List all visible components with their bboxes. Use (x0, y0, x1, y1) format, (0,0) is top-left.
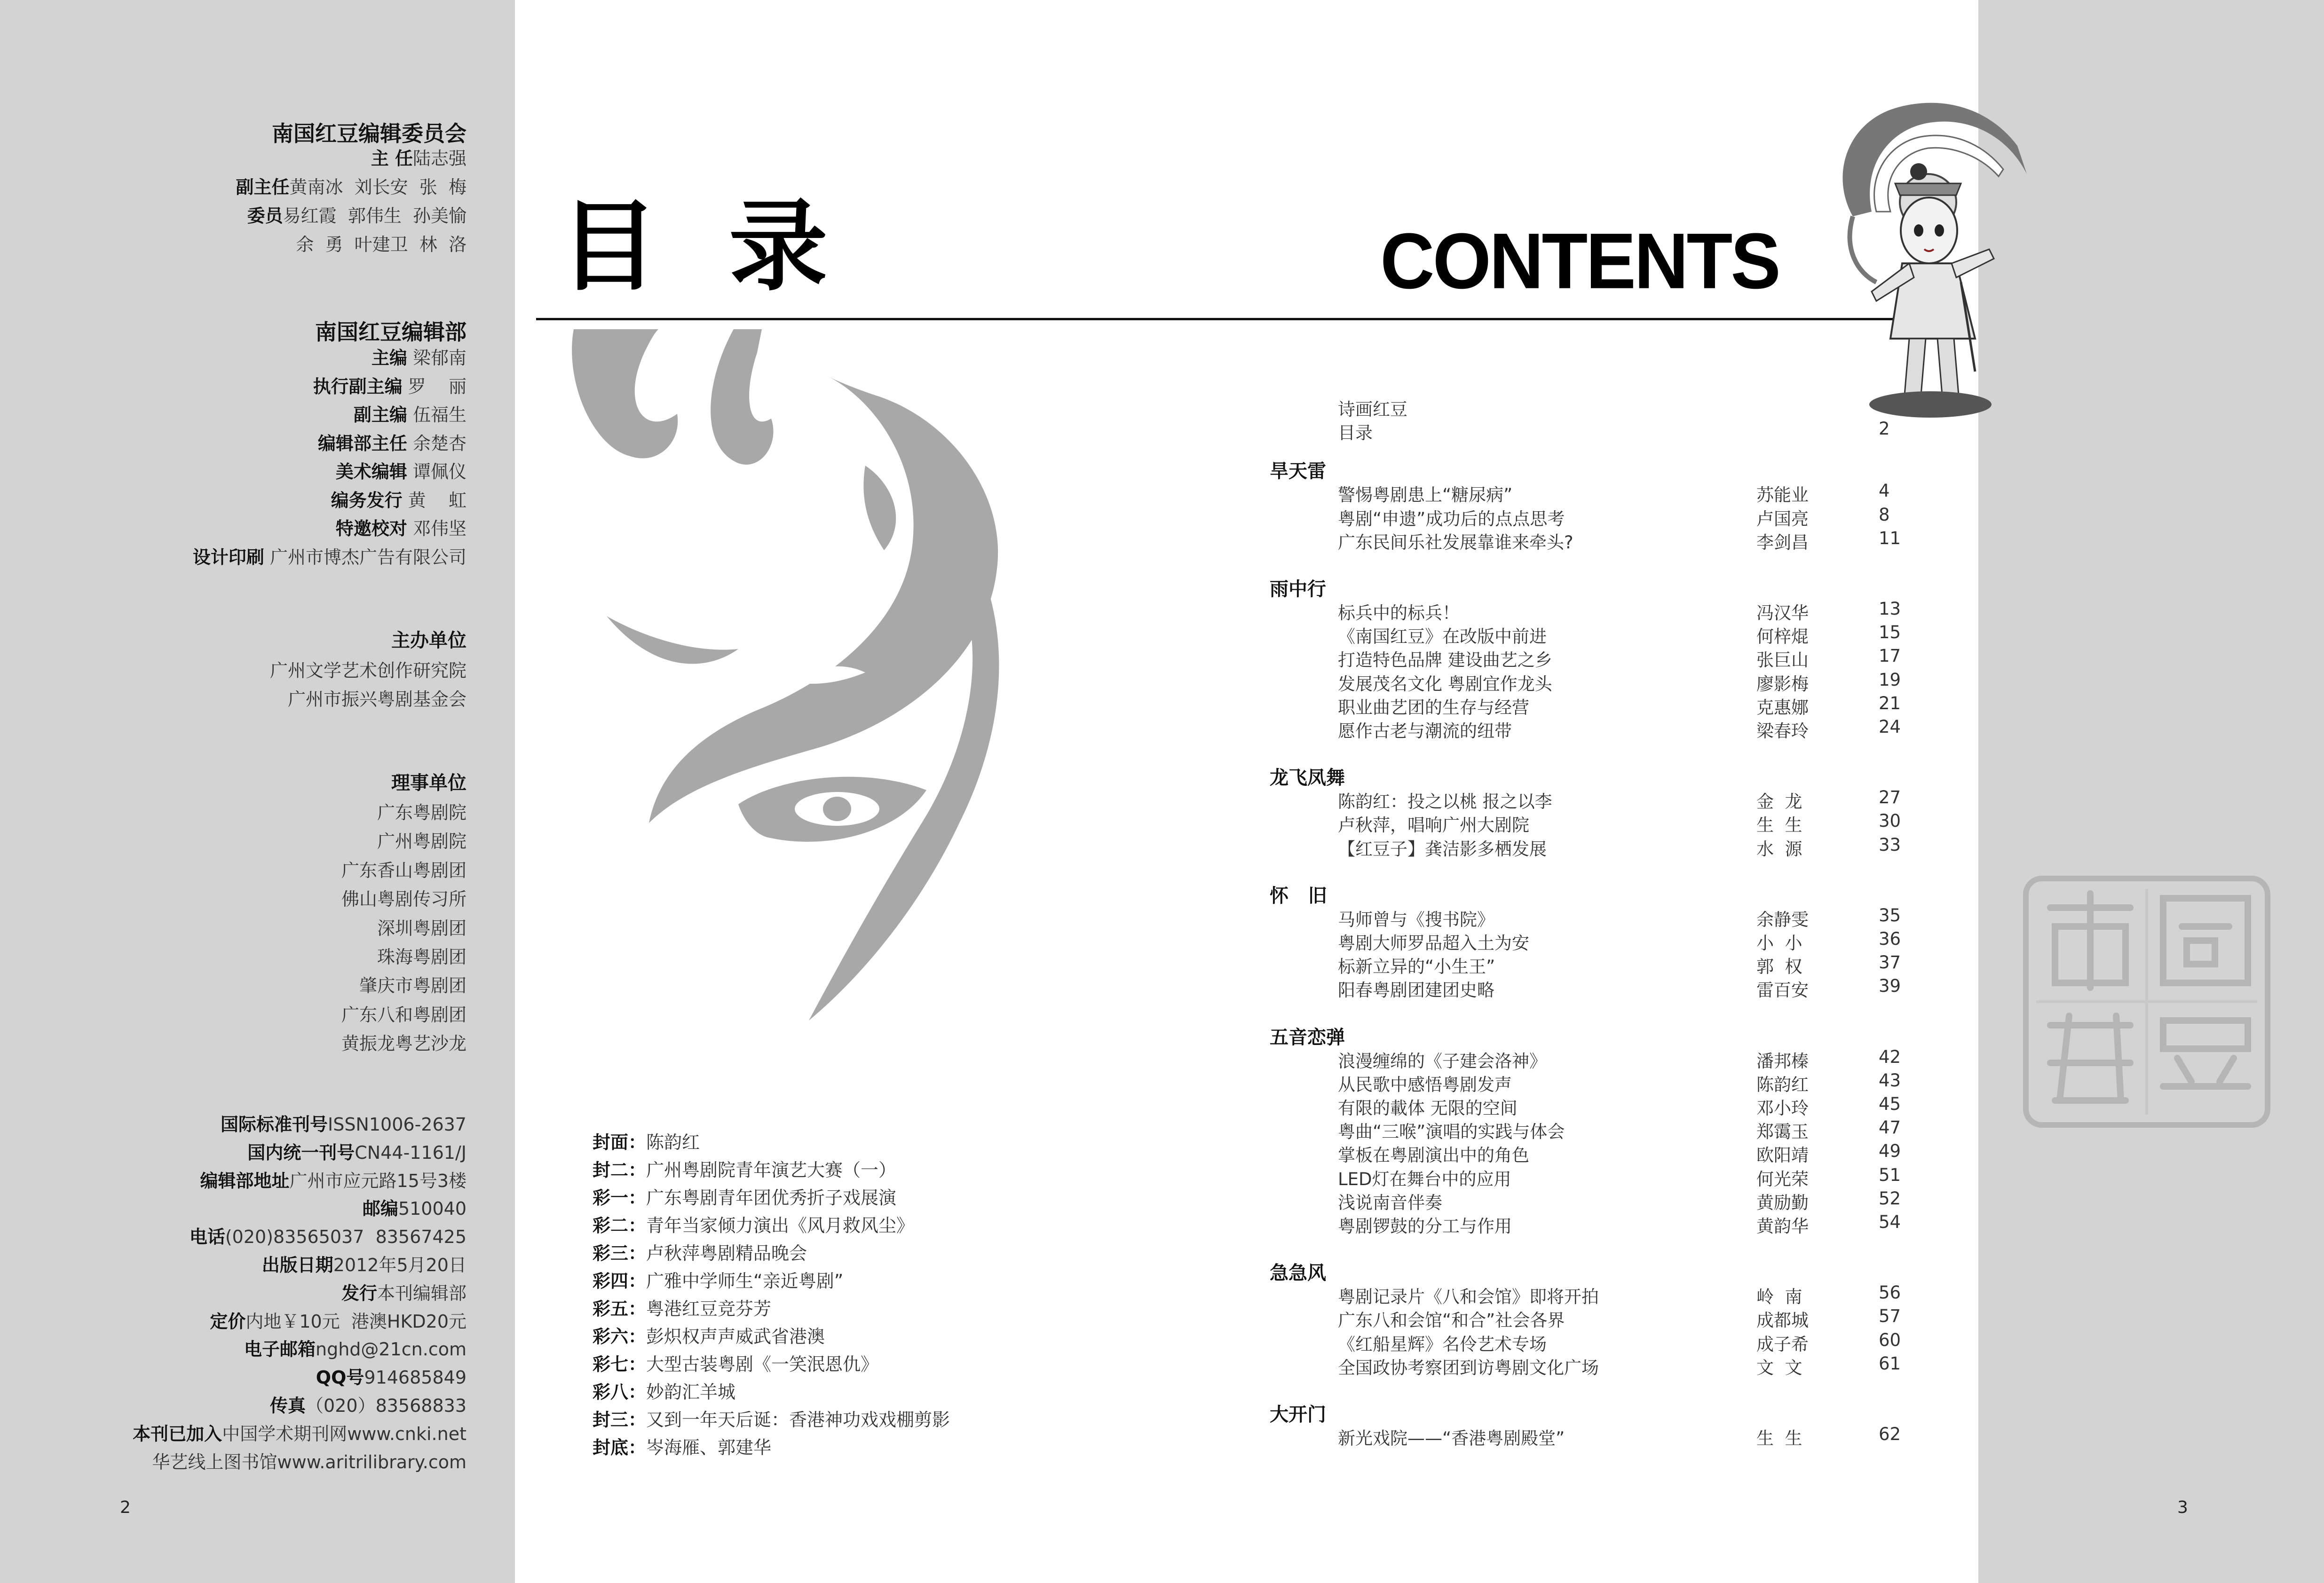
masthead-names: 余 勇 叶建卫 林 洛 (296, 234, 466, 255)
committee-row (371, 144, 466, 170)
toc-entry-author: 卢国亮 (1756, 508, 1809, 529)
masthead-role: QQ号 (316, 1367, 364, 1388)
council-item: 广东粤剧院 (377, 802, 466, 823)
masthead-names: 华艺线上图书馆www.aritrilibrary.com (152, 1451, 466, 1472)
masthead-role: 本刊已加入 (133, 1423, 222, 1444)
toc-entry-author: 廖影梅 (1756, 673, 1809, 694)
council-item: 黄振龙粤艺沙龙 (341, 1033, 466, 1054)
publication-info-row (341, 1279, 466, 1305)
toc-entry-page: 17 (1879, 646, 1901, 666)
page-number-right: 3 (2177, 1498, 2188, 1517)
toc-entry-author: 邓小玲 (1756, 1098, 1809, 1118)
toc-entry-author: 欧阳靖 (1756, 1145, 1809, 1166)
masthead-role: 国内统一刊号 (247, 1142, 355, 1163)
masthead-role: 设计印刷 (192, 546, 264, 568)
masthead-names: 广州市博杰广告有限公司 (264, 546, 466, 568)
masthead-role: 发行 (341, 1282, 377, 1304)
toc-entry-page: 51 (1879, 1164, 1901, 1185)
council-item: 广东八和粤剧团 (341, 1004, 466, 1025)
masthead-role: 主编 (371, 348, 407, 368)
masthead-names: 谭佩仪 (407, 461, 466, 482)
toc-entry-author: 金 龙 (1756, 792, 1802, 812)
dept-row (331, 486, 466, 512)
masthead-names: nghd@21cn.com (316, 1339, 466, 1360)
toc-section-heading: 大开门 (1270, 1403, 1326, 1425)
toc-entry-author: 黄韵华 (1756, 1216, 1809, 1236)
toc-entry-title: 《红船星辉》名伶艺术专场 (1338, 1334, 1547, 1354)
caption-label: 彩三： (593, 1243, 647, 1264)
toc-entry-author: 何光荣 (1756, 1169, 1809, 1189)
caption-text: 青年当家倾力演出《风月救风尘》 (646, 1215, 915, 1236)
toc-entry-title: 广东民间乐社发展靠谁来牵头? (1338, 532, 1573, 553)
cover-caption (593, 1322, 825, 1348)
masthead-role: 电话 (189, 1227, 225, 1248)
page-number-left: 2 (120, 1498, 131, 1517)
toc-section-heading: 龙飞凤舞 (1270, 767, 1345, 789)
caption-label: 彩五： (593, 1298, 647, 1319)
dept-row (313, 372, 466, 398)
masthead-role: 定价 (210, 1311, 246, 1332)
caption-label: 封面： (593, 1132, 647, 1153)
toc-entry-title: 愿作古老与潮流的纽带 (1338, 721, 1512, 741)
toc-entry-author: 李剑昌 (1756, 532, 1809, 553)
toc-entry-title: 有限的載体 无限的空间 (1338, 1098, 1518, 1118)
toc-entry-title: 职业曲艺团的生存与经营 (1338, 697, 1529, 718)
caption-text: 粤港红豆竞芬芳 (646, 1298, 772, 1319)
caption-label: 彩六： (593, 1326, 647, 1347)
council-item: 珠海粤剧团 (377, 947, 466, 967)
cover-caption (593, 1433, 771, 1459)
toc-entry-author: 岭 南 (1756, 1287, 1802, 1307)
toc-entry-page: 2 (1879, 419, 1890, 439)
masthead-names: 伍福生 (407, 404, 466, 425)
toc-entry-title: 掌板在粤剧演出中的角色 (1338, 1145, 1529, 1166)
toc-entry-page: 49 (1879, 1141, 1901, 1162)
committee-row (236, 173, 467, 198)
toc-entry-title: 粤剧大师罗品超入土为安 (1338, 933, 1529, 953)
cover-caption (593, 1183, 896, 1209)
council-item: 深圳粤剧团 (377, 918, 466, 939)
publication-info-row (244, 1335, 466, 1361)
committee-row (247, 201, 466, 227)
toc-entry-page: 21 (1879, 693, 1901, 713)
masthead-role: 传真 (270, 1395, 306, 1416)
page-title-english: CONTENTS (1380, 216, 1779, 305)
toc-section-heading: 旱天雷 (1270, 460, 1326, 483)
publication-info-row (270, 1391, 466, 1417)
toc-entry-page: 33 (1879, 834, 1901, 855)
toc-entry-page: 27 (1879, 787, 1901, 808)
toc-entry-page: 24 (1879, 717, 1901, 737)
toc-entry-title: 阳春粤剧团建团史略 (1338, 980, 1494, 1001)
nanguo-hongdou-seal (2022, 875, 2271, 1129)
cover-caption (593, 1294, 771, 1320)
masthead-role: 出版日期 (261, 1255, 333, 1275)
masthead-role: 编辑部地址 (200, 1170, 290, 1191)
caption-text: 大型古装粤剧《一笑泯恩仇》 (646, 1354, 879, 1375)
toc-entry-page: 42 (1879, 1046, 1901, 1067)
cover-caption (593, 1211, 914, 1237)
toc-entry-author: 水 源 (1756, 839, 1802, 859)
masthead-names: 梁郁南 (407, 348, 466, 368)
toc-entry-title: 目录 (1338, 423, 1373, 443)
masthead-names: 黄 虹 (402, 490, 466, 511)
toc-entry-title: 粤曲“三喉”演唱的实践与体会 (1338, 1122, 1565, 1142)
masthead-names: 罗 丽 (402, 376, 466, 397)
sponsor-item: 广州文学艺术创作研究院 (269, 660, 466, 681)
publication-info-row (152, 1448, 466, 1473)
caption-label: 彩四： (593, 1271, 647, 1291)
publication-info-row (210, 1307, 466, 1333)
toc-entry-author: 小 小 (1756, 933, 1802, 953)
toc-entry-author: 余静雯 (1756, 909, 1809, 930)
toc-entry-title: 粤剧记录片《八和会馆》即将开拍 (1338, 1287, 1599, 1307)
masthead-role: 电子邮箱 (244, 1339, 316, 1360)
toc-entry-title: 广东八和会馆“和合”社会各界 (1338, 1310, 1565, 1331)
toc-entry-author: 文 文 (1756, 1357, 1802, 1378)
toc-section-heading: 怀 旧 (1270, 884, 1327, 907)
toc-entry-title: 标新立异的“小生王” (1338, 957, 1495, 977)
toc-entry-author: 黄励勤 (1756, 1192, 1809, 1213)
toc-entry-title: 全国政协考察团到访粤剧文化广场 (1338, 1357, 1599, 1378)
toc-entry-author: 郑霭玉 (1756, 1122, 1809, 1142)
masthead-names: 2012年5月20日 (333, 1255, 466, 1275)
toc-entry-page: 39 (1879, 976, 1901, 997)
cover-caption (593, 1239, 807, 1265)
masthead-role: 邮编 (362, 1198, 398, 1219)
council-item: 佛山粤剧传习所 (341, 889, 466, 910)
toc-entry-author: 成都城 (1756, 1310, 1809, 1331)
caption-text: 岑海雁、郭建华 (646, 1437, 772, 1458)
toc-entry-page: 4 (1879, 481, 1890, 501)
caption-text: 妙韵汇羊城 (646, 1382, 736, 1402)
toc-entry-title: 新光戏院——“香港粤剧殿堂” (1338, 1428, 1565, 1448)
toc-entry-title: 警惕粤剧患上“糖尿病” (1338, 485, 1513, 506)
dept-row (336, 457, 466, 483)
toc-entry-page: 36 (1879, 929, 1901, 949)
toc-entry-title: 卢秋萍，唱响广州大剧院 (1338, 815, 1529, 836)
toc-entry-author: 梁春玲 (1756, 721, 1809, 741)
publication-info-row (200, 1166, 466, 1192)
masthead-names: （020）83568833 (306, 1395, 466, 1416)
dept-row (354, 400, 466, 426)
header-rule (536, 318, 1956, 320)
masthead-names: 广州市应元路15号3楼 (289, 1170, 466, 1191)
publication-info-row (316, 1363, 466, 1389)
toc-entry-title: 粤剧“申遗”成功后的点点思考 (1338, 508, 1565, 529)
toc-entry-title: LED灯在舞台中的应用 (1338, 1169, 1511, 1189)
council-item: 肇庆市粤剧团 (359, 975, 466, 997)
masthead-names: 易红霞 郭伟生 孙美愉 (283, 206, 466, 226)
caption-text: 彭炽权声声威武省港澳 (646, 1326, 825, 1347)
toc-entry-page: 60 (1879, 1330, 1901, 1350)
cover-caption (593, 1266, 843, 1292)
council-title: 理事单位 (391, 772, 466, 794)
caption-label: 彩七： (593, 1354, 647, 1375)
cover-caption (593, 1377, 735, 1403)
council-item: 广东香山粤剧团 (341, 860, 466, 881)
masthead-names: 陆志强 (412, 148, 466, 169)
toc-entry-author: 郭 权 (1756, 957, 1802, 977)
toc-entry-title: 浅说南音伴奏 (1338, 1192, 1442, 1213)
toc-entry-author: 何梓焜 (1756, 626, 1809, 647)
caption-text: 又到一年天后诞：香港神功戏戏棚剪影 (646, 1409, 950, 1430)
publication-info-row (221, 1110, 466, 1136)
publication-info-row (190, 1222, 466, 1248)
toc-entry-page: 35 (1879, 905, 1901, 926)
opera-character-illustration (1820, 94, 2046, 423)
caption-label: 封底： (593, 1437, 647, 1458)
committee-row (296, 230, 466, 256)
page-title-chinese: 目录 (560, 189, 899, 304)
masthead-names: (020)83565037 83567425 (225, 1227, 466, 1248)
toc-entry-page: 62 (1879, 1424, 1901, 1444)
toc-entry-page: 37 (1879, 952, 1901, 973)
toc-entry-title: 马师曾与《搜书院》 (1338, 909, 1494, 930)
toc-entry-page: 47 (1879, 1117, 1901, 1138)
caption-text: 陈韵红 (646, 1132, 700, 1153)
toc-entry-page: 13 (1879, 599, 1901, 619)
caption-label: 彩二： (593, 1215, 647, 1236)
masthead-names: 余楚杏 (407, 433, 466, 454)
masthead-role: 国际标准刊号 (220, 1114, 328, 1135)
toc-entry-author: 雷百安 (1756, 980, 1809, 1001)
committee-title: 南国红豆编辑委员会 (272, 121, 466, 146)
toc-section-heading: 急急风 (1270, 1262, 1326, 1284)
masthead-role: 编务发行 (331, 490, 403, 511)
toc-entry-title: 陈韵红：投之以桃 报之以李 (1338, 792, 1552, 812)
caption-text: 广州粤剧院青年演艺大赛（一） (646, 1160, 897, 1180)
masthead-names: ISSN1006-2637 (327, 1114, 466, 1135)
toc-entry-page: 8 (1879, 504, 1890, 525)
caption-text: 广东粤剧青年团优秀折子戏展演 (646, 1187, 897, 1208)
toc-section-heading: 雨中行 (1270, 578, 1326, 600)
toc-entry-title: 从民歌中感悟粤剧发声 (1338, 1074, 1512, 1095)
masthead-names: 本刊编辑部 (377, 1282, 466, 1304)
sponsor-title: 主办单位 (391, 630, 466, 651)
masthead-names: 中国学术期刊网www.cnki.net (222, 1423, 466, 1444)
masthead-role: 编辑部主任 (317, 433, 407, 454)
toc-entry-author: 冯汉华 (1756, 603, 1809, 623)
toc-entry-page: 19 (1879, 669, 1901, 690)
toc-entry-author: 潘邦榛 (1756, 1051, 1809, 1071)
opera-mask-swirl-ornament (536, 325, 1053, 1030)
toc-entry-title: 《南国红豆》在改版中前进 (1338, 626, 1547, 647)
toc-entry-page: 61 (1879, 1353, 1901, 1374)
cover-caption (593, 1350, 878, 1376)
masthead-role: 执行副主编 (313, 376, 403, 397)
masthead-names: 黄南冰 刘长安 张 梅 (289, 177, 466, 198)
toc-entry-page: 45 (1879, 1094, 1901, 1114)
dept-row (336, 514, 466, 540)
toc-entry-page: 54 (1879, 1212, 1901, 1232)
masthead-names: CN44-1161/J (355, 1142, 466, 1163)
editorial-dept-title: 南国红豆编辑部 (315, 319, 466, 345)
caption-text: 卢秋萍粤剧精品晚会 (646, 1243, 807, 1264)
toc-entry-page: 43 (1879, 1070, 1901, 1091)
caption-label: 封二： (593, 1160, 647, 1180)
masthead-role: 美术编辑 (335, 461, 407, 482)
masthead-role: 主 任 (371, 148, 413, 169)
toc-entry-page: 30 (1879, 811, 1901, 831)
toc-entry-page: 57 (1879, 1306, 1901, 1327)
toc-entry-title: 粤剧锣鼓的分工与作用 (1338, 1216, 1512, 1236)
cover-caption (593, 1156, 896, 1181)
dept-row (372, 343, 466, 369)
dept-row (318, 429, 466, 455)
toc-entry-author: 成子希 (1756, 1334, 1809, 1354)
cover-caption (593, 1128, 700, 1154)
toc-entry-title: 发展茂名文化 粤剧宜作龙头 (1338, 673, 1552, 694)
toc-entry-title: 【红豆子】龚洁影多栖发展 (1338, 839, 1547, 859)
toc-entry-author: 张巨山 (1756, 650, 1809, 671)
council-item: 广州粤剧院 (377, 831, 466, 852)
masthead-role: 副主编 (353, 404, 407, 425)
publication-info-row (262, 1251, 466, 1276)
masthead-names: 内地￥10元 港澳HKD20元 (245, 1311, 466, 1332)
toc-entry-page: 52 (1879, 1188, 1901, 1209)
toc-entry-page: 15 (1879, 622, 1901, 643)
publication-info-row (363, 1194, 466, 1220)
caption-label: 彩八： (593, 1382, 647, 1402)
toc-entry-author: 克惠娜 (1756, 697, 1809, 718)
dept-row (193, 543, 466, 569)
toc-entry-author: 生 生 (1756, 815, 1802, 836)
toc-entry-page: 11 (1879, 528, 1901, 548)
toc-entry-title: 打造特色品牌 建设曲艺之乡 (1338, 650, 1552, 671)
publication-info-row (247, 1138, 466, 1164)
cover-caption (593, 1405, 950, 1431)
toc-entry-page: 56 (1879, 1282, 1901, 1303)
toc-entry-title: 浪漫缠绵的《子建会洛神》 (1338, 1051, 1547, 1071)
masthead-role: 副主任 (236, 177, 290, 198)
sponsor-item: 广州市振兴粤剧基金会 (287, 689, 466, 710)
toc-entry-author: 陈韵红 (1756, 1074, 1809, 1095)
masthead-role: 委员 (247, 206, 283, 226)
masthead-role: 特邀校对 (335, 518, 407, 539)
toc-entry-author: 生 生 (1756, 1428, 1802, 1448)
toc-entry-title: 标兵中的标兵！ (1338, 603, 1460, 623)
toc-entry-author: 苏能业 (1756, 485, 1809, 506)
toc-entry-title: 诗画红豆 (1338, 399, 1407, 419)
publication-info-row (133, 1419, 466, 1445)
caption-label: 彩一： (593, 1187, 647, 1208)
toc-section-heading: 五音恋弹 (1270, 1026, 1345, 1048)
masthead-names: 邓伟坚 (407, 518, 466, 539)
masthead-names: 510040 (398, 1198, 466, 1219)
caption-text: 广雅中学师生“亲近粤剧” (646, 1271, 844, 1291)
masthead-names: 914685849 (364, 1367, 466, 1388)
caption-label: 封三： (593, 1409, 647, 1430)
